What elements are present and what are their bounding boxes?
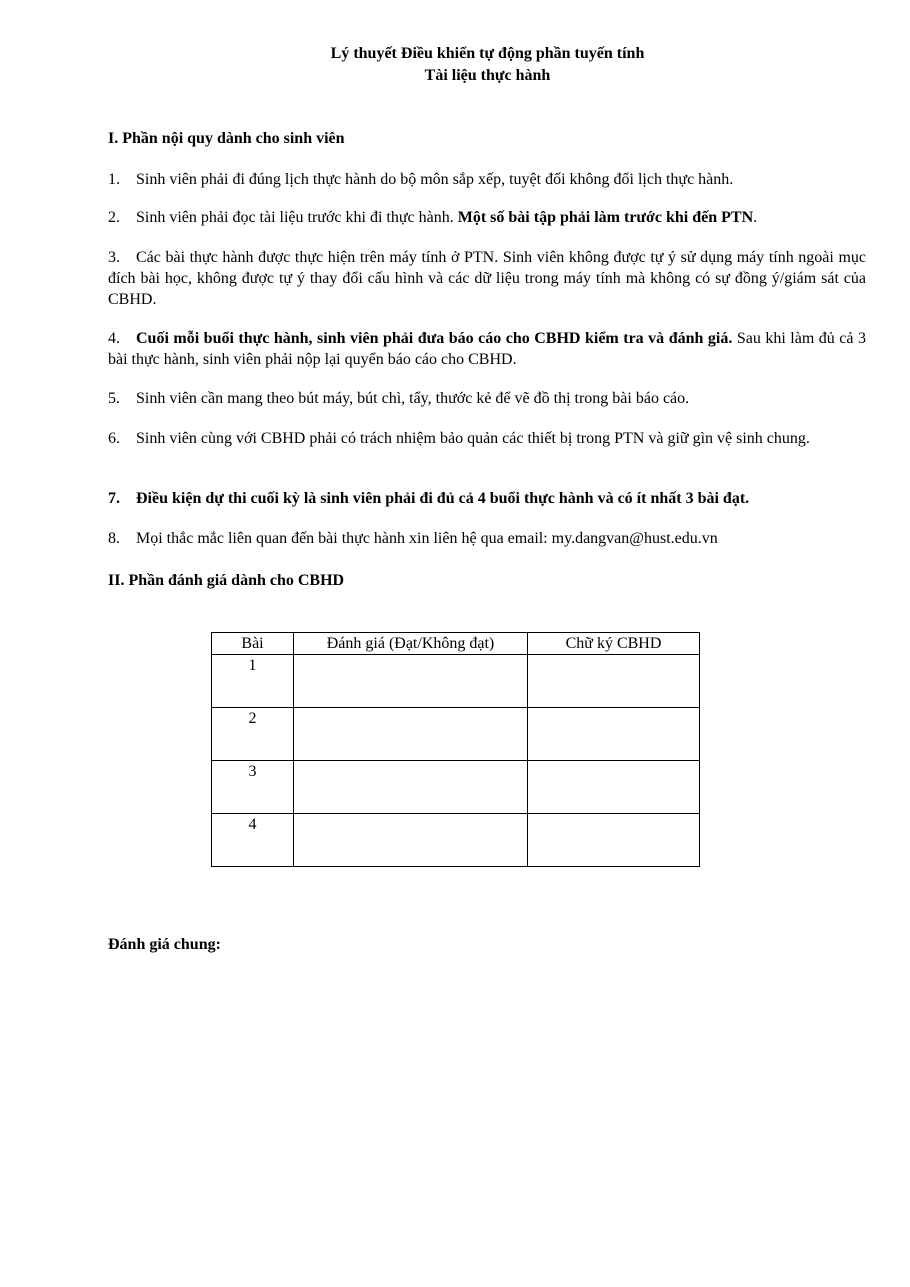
document-title: Lý thuyết Điều khiển tự động phần tuyến tính [330,45,645,62]
signature-cell[interactable] [528,814,700,867]
column-header-evaluation: Đánh giá (Đạt/Không đạt) [294,633,528,655]
table-header-row [212,633,700,655]
evaluation-cell[interactable] [294,761,528,814]
section-2-heading: II. Phần đánh giá dành cho CBHD [108,572,345,589]
signature-cell[interactable] [528,655,700,708]
rule-number: 2. [108,209,120,226]
section-1-heading: I. Phần nội quy dành cho sinh viên [108,130,345,147]
evaluation-table [211,632,700,867]
rule-text: Sau khi làm đủ cả 3 bài thực hành, sinh viên phải nộp lại quyển báo cáo cho CBHD. [108,330,867,368]
signature-cell[interactable] [528,761,700,814]
rule-number: 3. [108,249,120,266]
rule-number: 4. [108,330,120,347]
table-row [212,655,700,708]
rule-text: Sinh viên phải đi đúng lịch thực hành do bộ môn sắp xếp, tuyệt đối không đổi lịch thực hành. [136,171,734,188]
rule-number: 8. [108,530,120,547]
rule-number: 5. [108,390,120,407]
rule-tail: . [753,209,758,226]
general-evaluation-label: Đánh giá chung: [108,936,221,953]
rule-item-3 [108,247,866,310]
evaluation-cell[interactable] [294,655,528,708]
rule-text: Điều kiện dự thi cuối kỳ là sinh viên phải đi đủ cả 4 buổi thực hành và có ít nhất 3 bài đạt. [136,490,750,507]
table-row [212,814,700,867]
rule-bold-text: Một số bài tập phải làm trước khi đến PTN [457,209,754,226]
rule-text: Mọi thắc mắc liên quan đến bài thực hành xin liên hệ qua email: my.dangvan@hust.edu.vn [136,530,718,547]
table-row [212,761,700,814]
rule-item-4 [108,328,866,370]
rule-text: Sinh viên phải đọc tài liệu trước khi đi thực hành. [136,209,458,226]
lesson-number-cell: 3 [212,761,294,814]
rule-bold-text: Cuối mỗi buổi thực hành, sinh viên phải đưa báo cáo cho CBHD kiểm tra và đánh giá. [136,330,733,347]
rule-number: 1. [108,171,120,188]
rule-item-5 [108,388,866,409]
rule-item-6 [108,428,866,449]
rule-number: 7. [108,490,120,507]
evaluation-cell[interactable] [294,708,528,761]
rule-text: Sinh viên cần mang theo bút máy, bút chì, tẩy, thước kẻ để vẽ đồ thị trong bài báo cáo. [136,390,690,407]
column-header-lesson: Bài [212,633,294,655]
rule-item-2 [108,207,866,228]
signature-cell[interactable] [528,708,700,761]
lesson-number-cell: 2 [212,708,294,761]
rule-text: Sinh viên cùng với CBHD phải có trách nhiệm bảo quản các thiết bị trong PTN và giữ gìn vệ sinh chung. [136,430,810,447]
rule-item-7 [108,488,866,509]
lesson-number-cell: 1 [212,655,294,708]
rule-number: 6. [108,430,120,447]
rule-text: Các bài thực hành được thực hiện trên máy tính ở PTN. Sinh viên không được tự ý sử dụng máy tính ngoài mục đích bài học, không được tự ý thay đổi cấu hình và các dữ liệu trong máy tính mà không có sự đồng ý/giám sát của CBHD. [108,249,866,308]
table-row [212,708,700,761]
rule-item-8 [108,528,866,549]
rule-item-1 [108,169,866,190]
document-subtitle: Tài liệu thực hành [424,67,551,84]
evaluation-cell[interactable] [294,814,528,867]
column-header-signature: Chữ ký CBHD [528,633,700,655]
lesson-number-cell: 4 [212,814,294,867]
